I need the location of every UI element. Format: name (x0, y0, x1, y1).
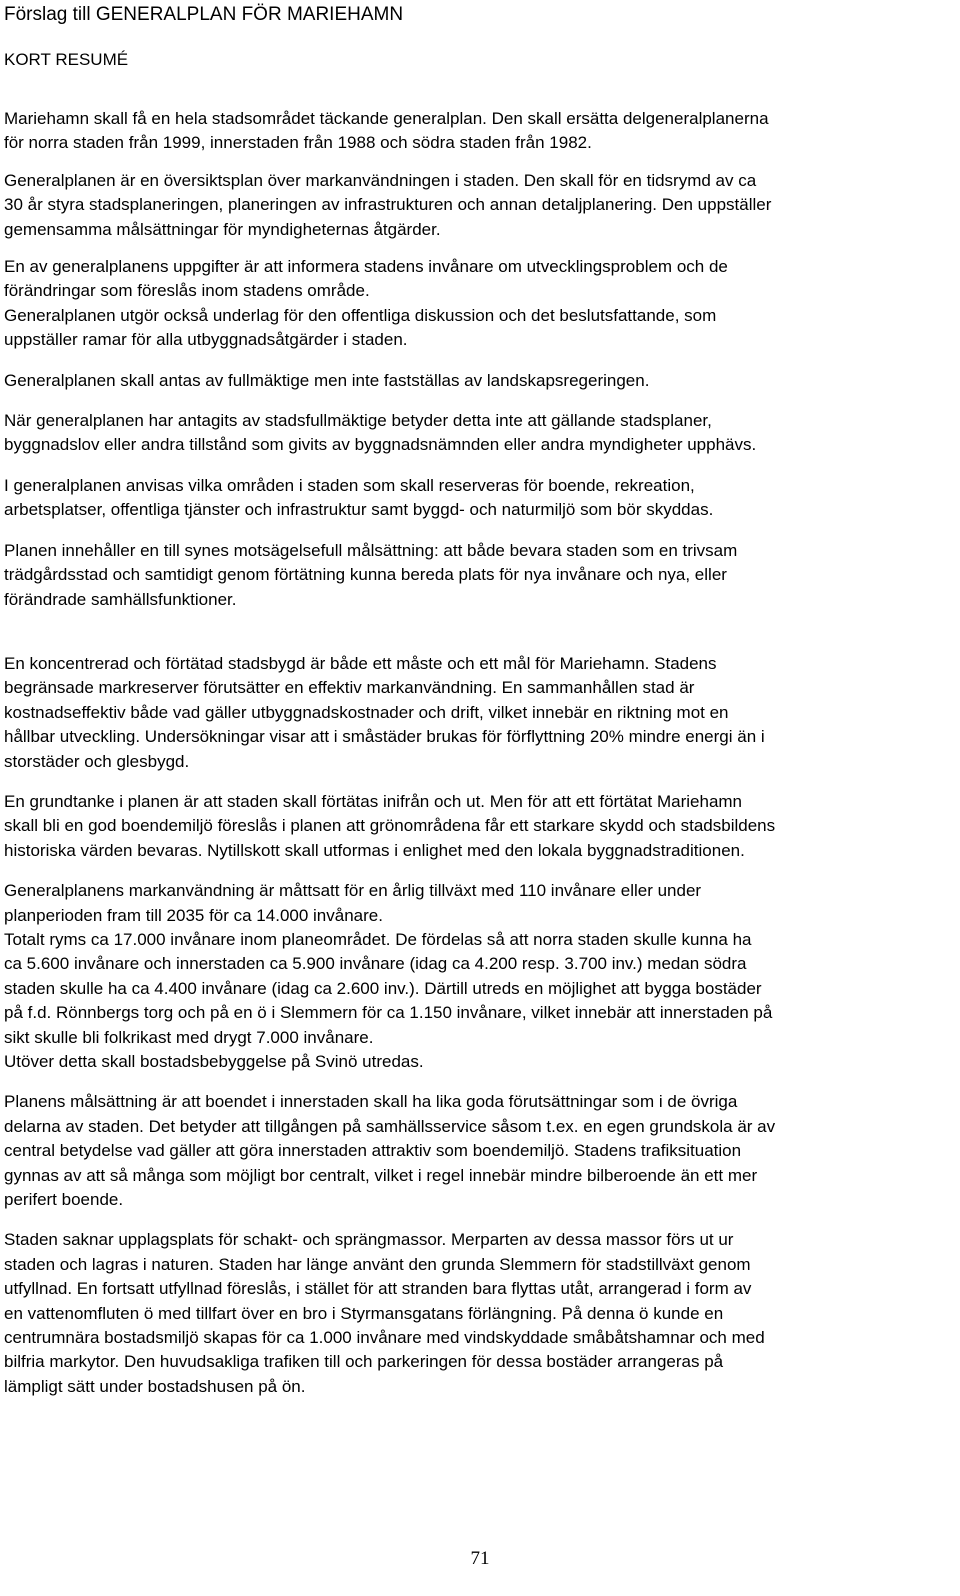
text-line: på f.d. Rönnbergs torg och på en ö i Slemmern för ca 1.150 invånare, vilket innebär att innerstaden på (4, 1003, 773, 1023)
paragraph (4, 369, 954, 393)
document-page (4, 0, 954, 1399)
text-line: central betydelse vad gäller att göra innerstaden attraktiv som boendemiljö. Stadens trafiksituation (4, 1141, 742, 1161)
text-line: Staden saknar upplagsplats för schakt- och sprängmassor. Merparten av dessa massor förs ut ur (4, 1230, 734, 1250)
text-line: Generalplanen skall antas av fullmäktige men inte fastställas av landskapsregeringen. (4, 370, 650, 390)
text-line: lämpligt sätt under bostadshusen på ön. (4, 1376, 306, 1396)
text-line: byggnadslov eller andra tillstånd som givits av byggnadsnämnden eller andra myndigheter upphävs. (4, 435, 757, 455)
page-number: 71 (470, 1548, 490, 1569)
text-line: 30 år styra stadsplaneringen, planeringen av infrastrukturen och annan detaljplanering. Den uppställer (4, 195, 772, 215)
paragraph (4, 409, 954, 458)
text-line: Mariehamn skall få en hela stadsområdet täckande generalplan. Den skall ersätta delgeneralplanerna (4, 109, 769, 128)
text-line: storstäder och glesbygd. (4, 751, 190, 771)
text-line: begränsade markreserver förutsätter en effektiv markanvändning. En sammanhållen stad är (4, 678, 695, 698)
text-line: Planens målsättning är att boendet i innerstaden skall ha lika goda förutsättningar som i de övriga (4, 1092, 738, 1112)
paragraph (4, 879, 954, 928)
text-line: Generalplanen är en översiktsplan över markanvändningen i staden. Den skall för en tidsrymd av ca (4, 170, 757, 190)
paragraph (4, 539, 954, 612)
text-line: arbetsplatser, offentliga tjänster och infrastruktur samt byggd- och naturmiljö som bör skyddas. (4, 500, 714, 520)
text-line: Generalplanens markanvändning är måttsatt för en årlig tillväxt med 110 invånare eller under (4, 881, 702, 901)
paragraph (4, 790, 954, 863)
text-line: uppställer ramar för alla utbyggnadsåtgärder i staden. (4, 330, 408, 350)
text-line: Utöver detta skall bostadsbebyggelse på Svinö utredas. (4, 1052, 424, 1071)
text-line: trädgårdsstad och samtidigt genom förtätning kunna bereda plats för nya invånare och nya, eller (4, 565, 727, 585)
text-line: för norra staden från 1999, innerstaden från 1988 och södra staden från 1982. (4, 133, 592, 153)
text-line: bilfria markytor. Den huvudsakliga trafiken till och parkeringen för dessa bostäder arrangeras på (4, 1352, 724, 1372)
text-line: perifert boende. (4, 1190, 124, 1210)
document-subtitle: KORT RESUMÉ (4, 50, 129, 69)
paragraph (4, 107, 954, 156)
text-line: historiska värden bevaras. Nytillskott skall utformas i enlighet med den lokala byggnadstraditionen. (4, 840, 745, 860)
paragraph (4, 1050, 954, 1074)
text-line: gemensamma målsättningar för myndigheternas åtgärder. (4, 219, 441, 239)
text-line: kostnadseffektiv både vad gäller utbyggnadskostnader och drift, vilket innebär en riktning mot en (4, 702, 729, 722)
paragraph (4, 928, 954, 1050)
paragraph (4, 169, 954, 242)
text-line: planperioden fram till 2035 för ca 14.000 invånare. (4, 905, 383, 925)
text-line: Planen innehåller en till synes motsägelsefull målsättning: att både bevara staden som en trivsam (4, 540, 738, 560)
paragraph (4, 255, 954, 304)
text-line: Totalt ryms ca 17.000 invånare inom planeområdet. De fördelas så att norra staden skulle kunna ha (4, 929, 752, 949)
text-line: skall bli en god boendemiljö föreslås i planen att grönområdena får ett starkare skydd och stadsbildens (4, 816, 776, 836)
text-line: När generalplanen har antagits av stadsfullmäktige betyder detta inte att gällande stadsplaner, (4, 411, 712, 431)
document-title: Förslag till GENERALPLAN FÖR MARIEHAMN (4, 4, 404, 25)
text-line: förändrade samhällsfunktioner. (4, 589, 237, 609)
text-line: staden skulle ha ca 4.400 invånare (idag ca 2.600 inv.). Därtill utreds en möjlighet att bygga bostäder (4, 978, 762, 998)
paragraph (4, 652, 954, 774)
text-line: delarna av staden. Det betyder att tillgången på samhällsservice såsom t.ex. en egen grundskola är av (4, 1116, 776, 1136)
text-line: I generalplanen anvisas vilka områden i staden som skall reserveras för boende, rekreation, (4, 475, 695, 495)
text-line: gynnas av att så många som möjligt bor centralt, vilket i regel innebär mindre bilberoende än ett mer (4, 1165, 758, 1185)
text-line: en vattenomfluten ö med tillfart över en bro i Styrmansgatans förlängning. På denna ö kunde en (4, 1303, 724, 1323)
paragraph (4, 1090, 954, 1212)
text-line: En koncentrerad och förtätad stadsbygd är både ett måste och ett mål för Mariehamn. Stadens (4, 653, 717, 673)
text-line: En grundtanke i planen är att staden skall förtätas inifrån och ut. Men för att ett förtätat Mariehamn (4, 791, 743, 811)
text-line: utfyllnad. En fortsatt utfyllnad föreslås, i stället för att stranden bara flyttas utåt, arrangerad i form av (4, 1279, 752, 1299)
text-line: ca 5.600 invånare och innerstaden ca 5.900 invånare (idag ca 4.200 resp. 3.700 inv.) medan södra (4, 954, 747, 974)
text-line: sikt skulle bli folkrikast med drygt 7.000 invånare. (4, 1027, 374, 1047)
paragraph (4, 1228, 954, 1399)
text-line: Generalplanen utgör också underlag för den offentliga diskussion och det beslutsfattande, som (4, 305, 717, 325)
text-line: En av generalplanens uppgifter är att informera stadens invånare om utvecklingsproblem och de (4, 257, 728, 277)
text-line: förändringar som föreslås inom stadens område. (4, 281, 370, 301)
text-line: staden och lagras i naturen. Staden har länge använt den grunda Slemmern för stadstillväxt genom (4, 1254, 751, 1274)
text-line: hållbar utveckling. Undersökningar visar att i småstäder brukas för förflyttning 20% mindre energi än i (4, 727, 765, 747)
document-body (4, 107, 954, 1399)
paragraph (4, 474, 954, 523)
paragraph (4, 304, 954, 353)
text-line: centrumnära bostadsmiljö skapas för ca 1.000 invånare med vindskyddade småbåtshamnar och med (4, 1328, 765, 1348)
